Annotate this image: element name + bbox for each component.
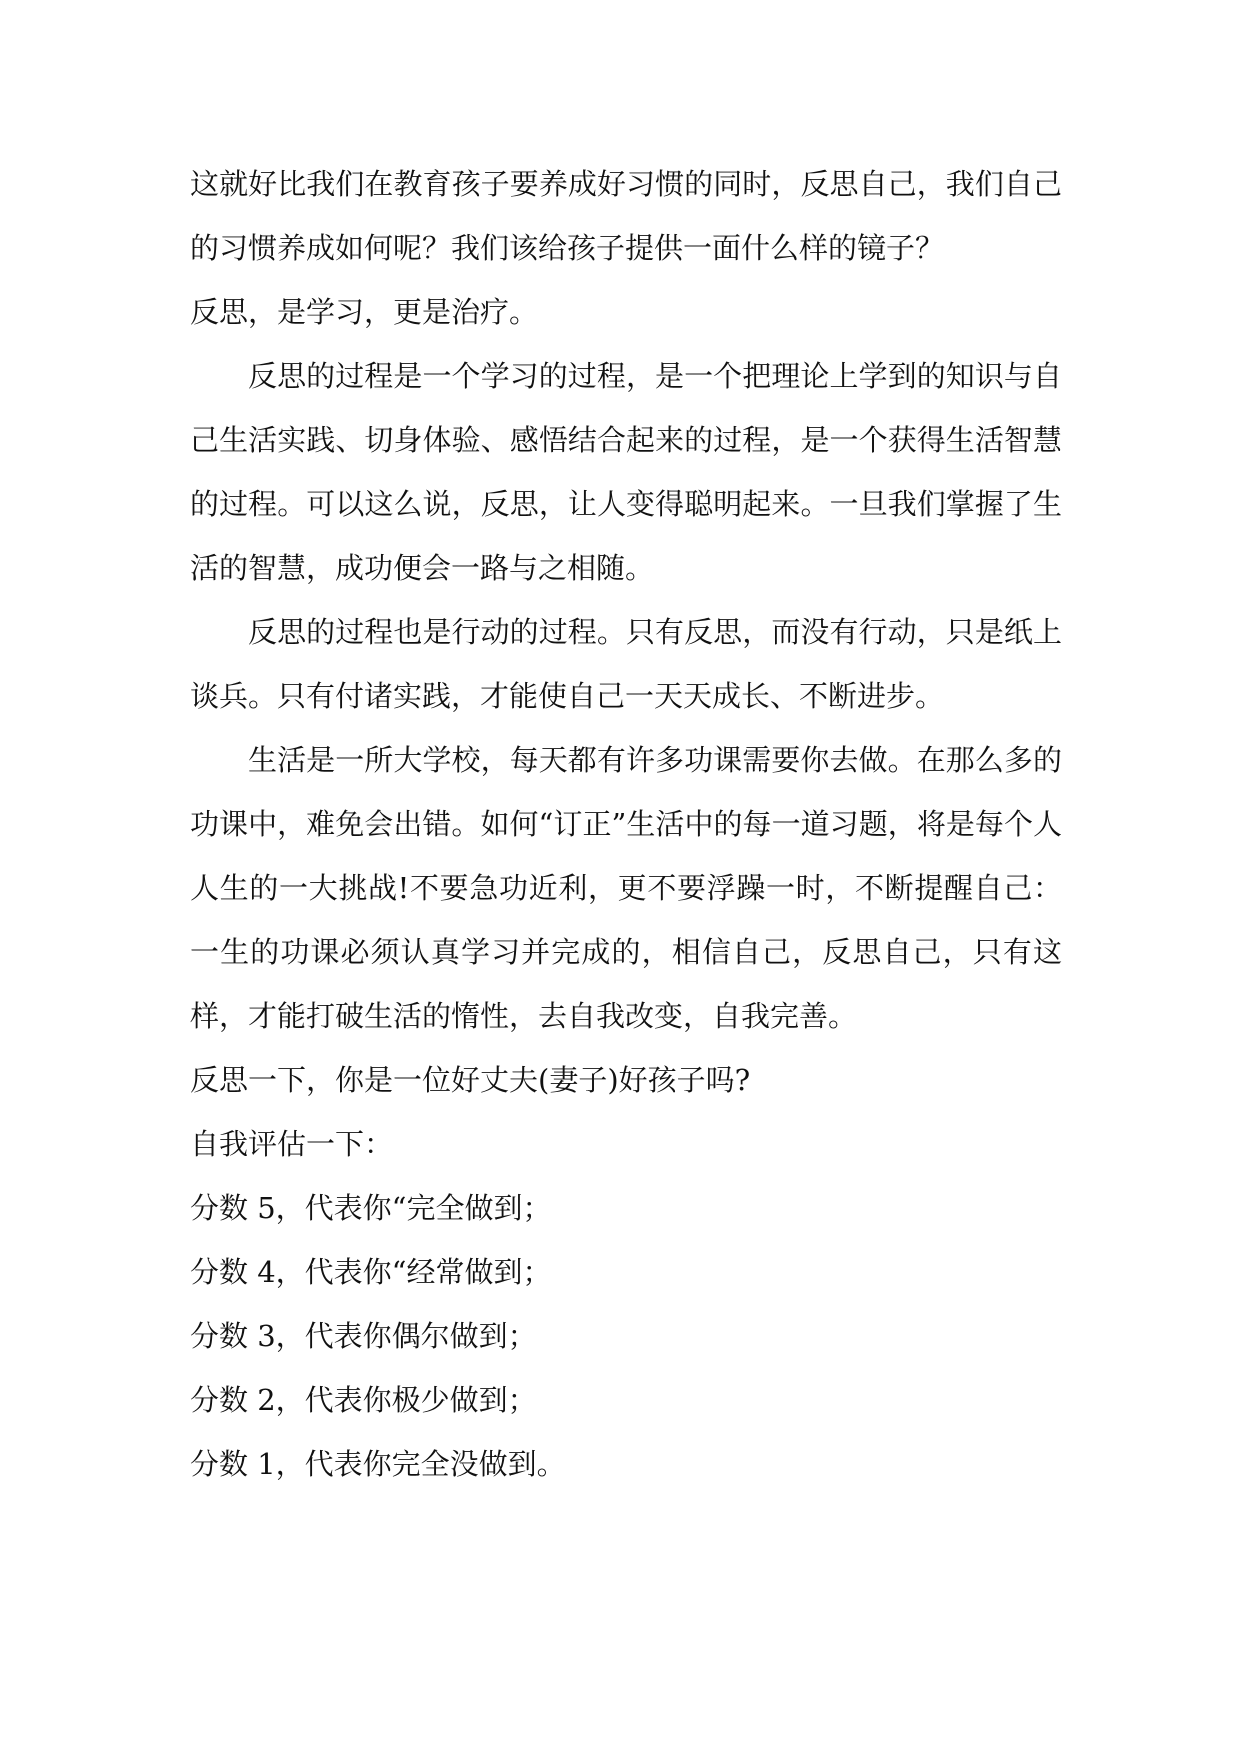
paragraph-reflect-question: 反思一下，你是一位好丈夫(妻子)好孩子吗? bbox=[190, 1063, 751, 1097]
paragraph-mirror: 这就好比我们在教育孩子要养成好习惯的同时，反思自己，我们自己的习惯养成如何呢？我们该给孩子提供一面什么样的镜子？ bbox=[190, 167, 1062, 265]
score-item-3: 分数 3，代表你偶尔做到； bbox=[190, 1319, 537, 1353]
score-item-1: 分数 1，代表你完全没做到。 bbox=[190, 1447, 566, 1481]
paragraph-action-process: 反思的过程也是行动的过程。只有反思，而没有行动，只是纸上谈兵。只有付诸实践，才能使自己一天天成长、不断进步。 bbox=[190, 615, 1062, 713]
score-item-5: 分数 5，代表你“完全做到； bbox=[190, 1191, 552, 1225]
paragraph-reflection-is-learning: 反思，是学习，更是治疗。 bbox=[190, 295, 539, 329]
score-item-4: 分数 4，代表你“经常做到； bbox=[190, 1255, 552, 1289]
score-item-2: 分数 2，代表你极少做到； bbox=[190, 1383, 537, 1417]
paragraph-self-assessment: 自我评估一下： bbox=[190, 1127, 394, 1161]
paragraph-life-school: 生活是一所大学校，每天都有许多功课需要你去做。在那么多的功课中，难免会出错。如何“订正”生活中的每一道习题，将是每个人人生的一大挑战!不要急功近利，更不要浮躁一时，不断提醒自己：一生的功课必须认真学习并完成的，相信自己，反思自己，只有这样，才能打破生活的惰性，去自我改变，自我完善。 bbox=[190, 743, 1062, 1033]
document-body bbox=[190, 152, 1062, 1496]
paragraph-learning-process: 反思的过程是一个学习的过程，是一个把理论上学到的知识与自己生活实践、切身体验、感悟结合起来的过程，是一个获得生活智慧的过程。可以这么说，反思，让人变得聪明起来。一旦我们掌握了生活的智慧，成功便会一路与之相随。 bbox=[190, 359, 1062, 585]
